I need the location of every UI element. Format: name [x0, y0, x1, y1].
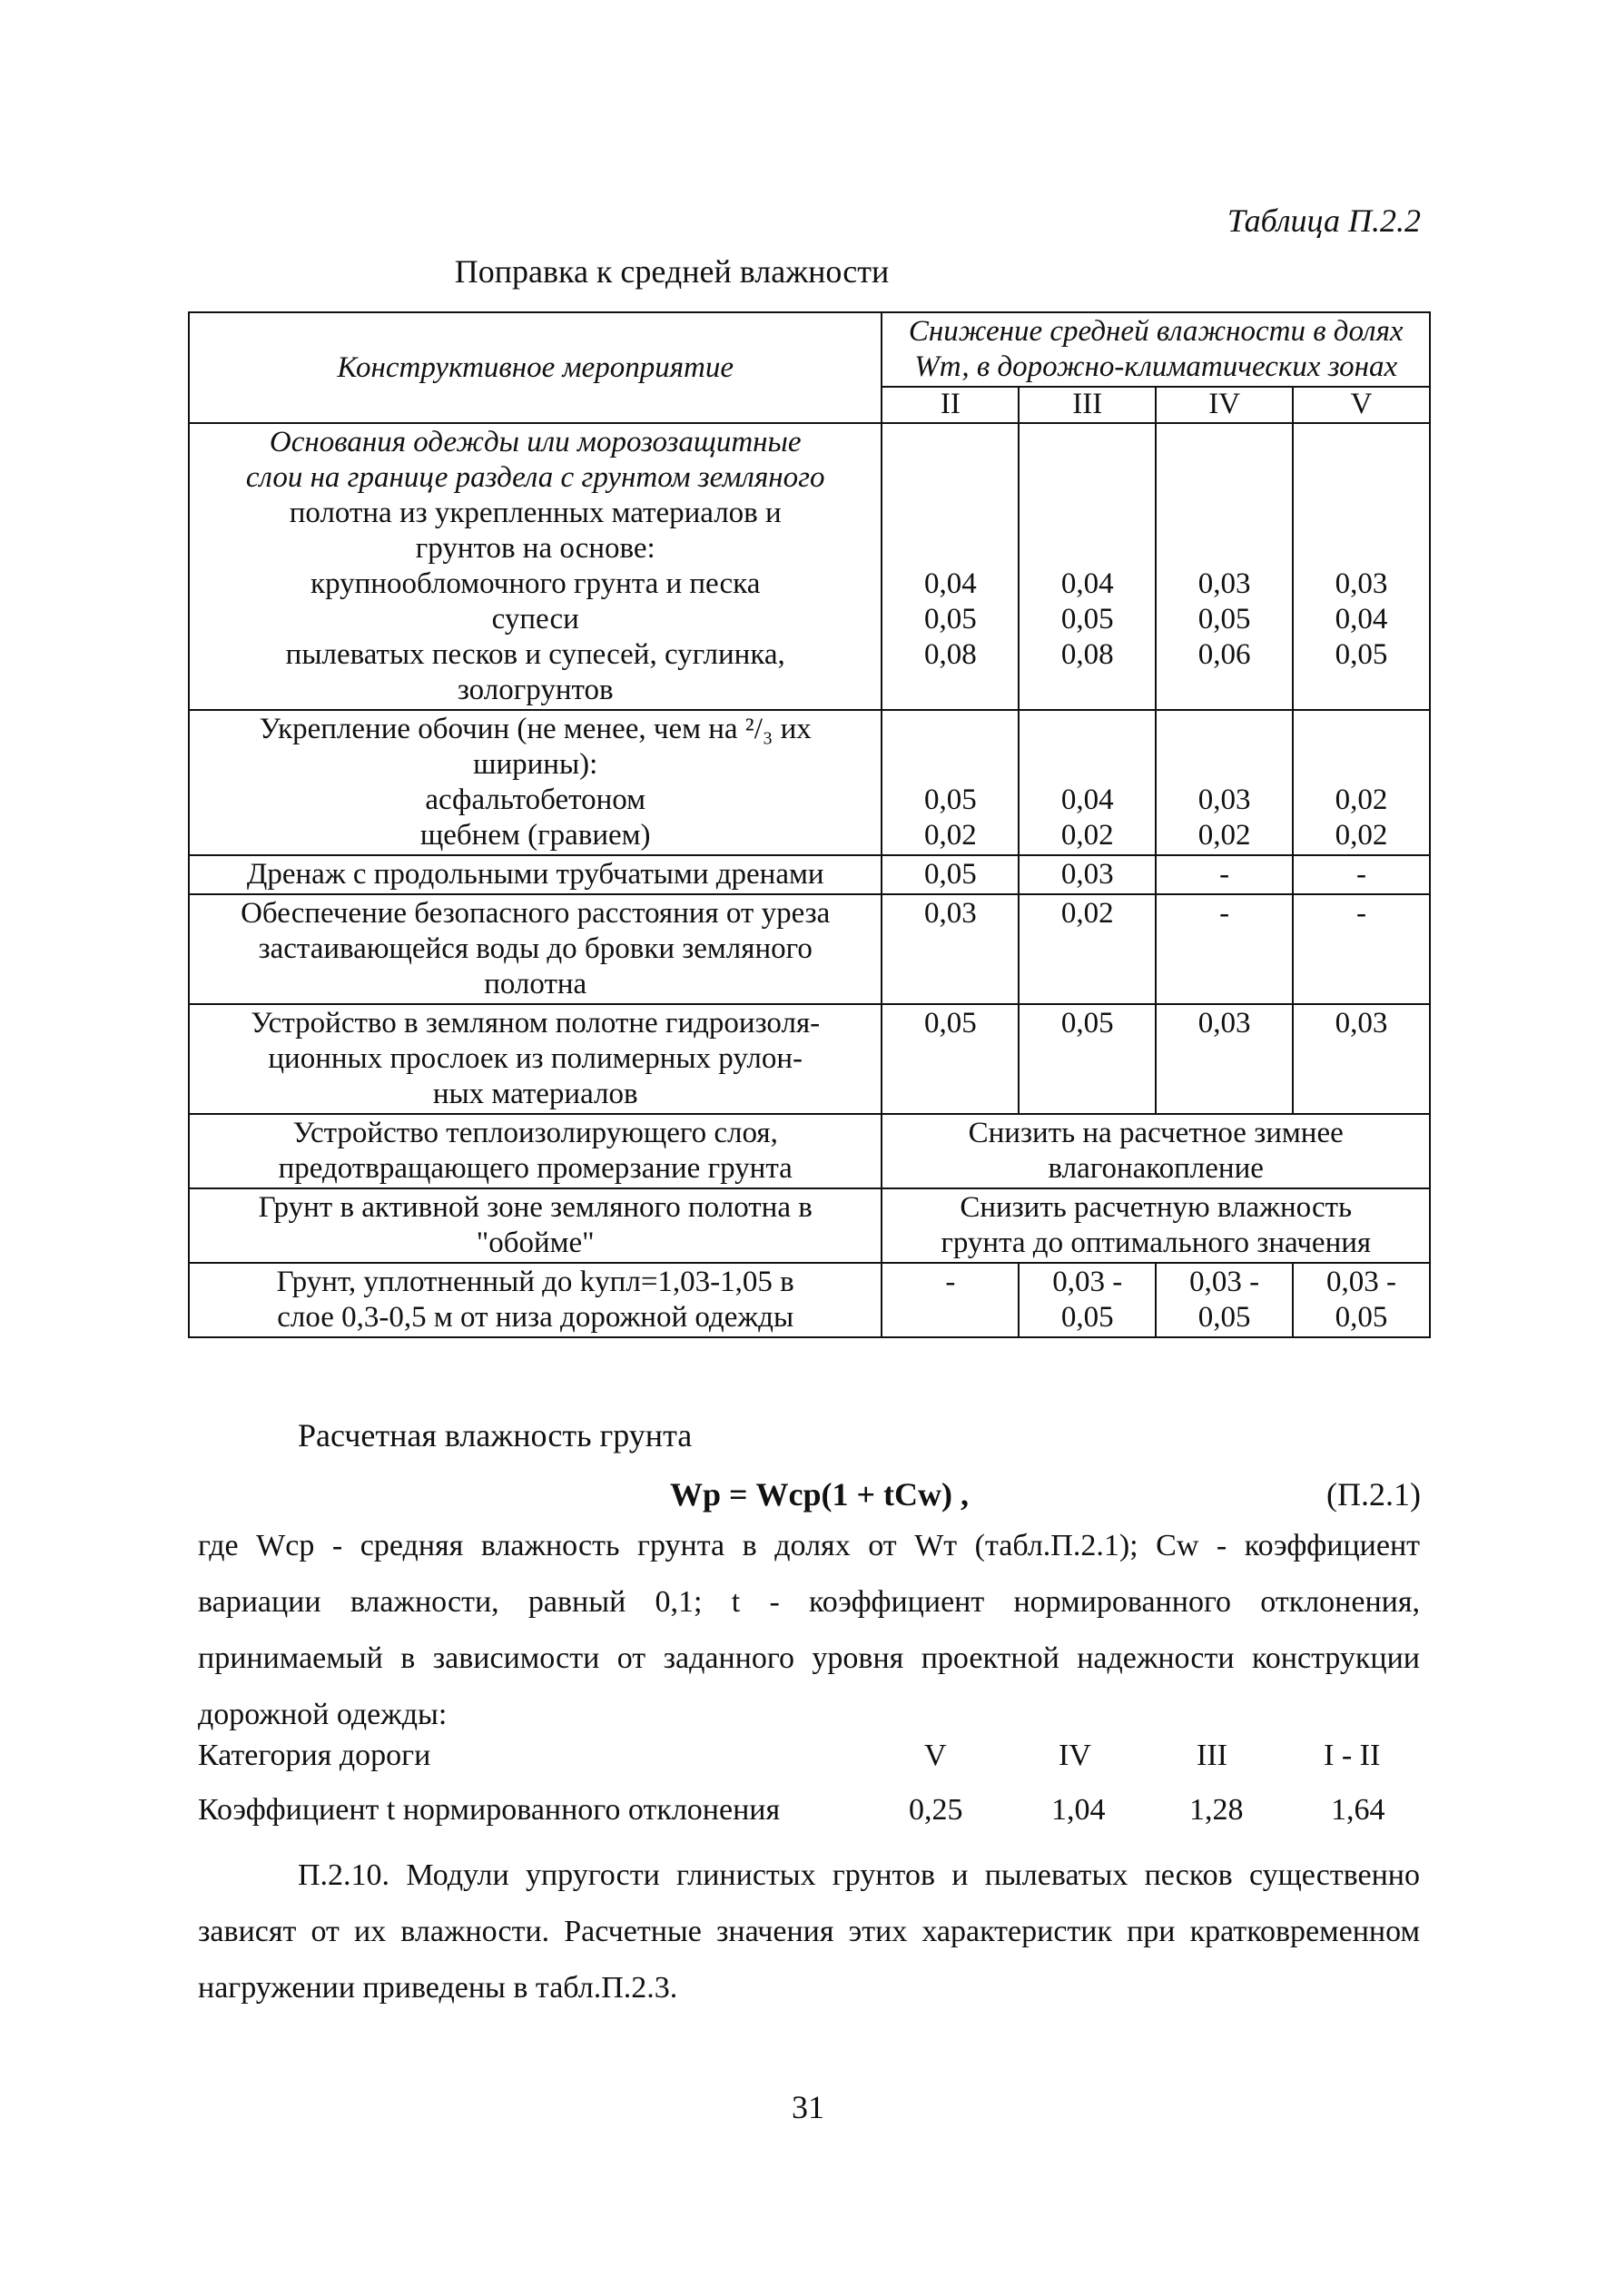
value: 0,02: [1335, 783, 1388, 816]
row-label-line: предотвращающего промерзание грунта: [278, 1152, 793, 1185]
row-label: [189, 1004, 882, 1114]
table-row: [189, 710, 1430, 855]
value: 0,05: [923, 783, 977, 816]
row-label: [189, 1188, 882, 1263]
table-title: Поправка к средней влажности: [454, 253, 890, 290]
merged-value-cell: [882, 1188, 1430, 1263]
value-cell: [1293, 710, 1430, 855]
row-label: [189, 710, 882, 855]
road-category-row: [198, 1739, 1420, 1784]
paragraph: П.2.10. Модули упругости глинистых грунтов и пылеватых песков существенно зависят от их влажности. Расчетные значения этих характеристик при кратковременном нагружении приведены в табл.П.2.3.: [198, 1858, 1420, 2005]
value: 0,05: [1060, 603, 1114, 636]
value-cell: -: [1293, 855, 1430, 894]
table-caption: Таблица П.2.2: [1227, 202, 1421, 239]
value-cell: [1019, 423, 1156, 710]
coefficient-value: 0,25: [909, 1793, 963, 1827]
coefficient-value: 1,04: [1051, 1793, 1106, 1827]
table-row: [189, 423, 1430, 710]
row-label-line: "обойме": [476, 1227, 595, 1259]
sub-label: пылеватых песков и супесей, суглинка,: [285, 638, 785, 671]
road-category-value: I - II: [1324, 1739, 1381, 1772]
row-label: [189, 894, 882, 1004]
coefficient-label: Коэффициент t нормированного отклонения: [198, 1793, 781, 1827]
value-cell: 0,03: [1293, 1004, 1430, 1114]
row-label-line: Обеспечение безопасного расстояния от уреза: [241, 897, 831, 930]
column-header-group: Снижение средней влажности в долях Wт, в дорожно-климатических зонах: [882, 312, 1430, 387]
sub-label: щебнем (гравием): [419, 819, 651, 852]
merged-value-cell: [882, 1114, 1430, 1188]
row-label-line: Основания одежды или морозозащитные: [269, 426, 802, 458]
zone-header: II: [882, 387, 1019, 423]
value-cell: 0,05: [882, 1004, 1019, 1114]
value: 0,03: [1197, 783, 1251, 816]
value: 0,02: [1060, 819, 1114, 852]
sub-label: асфальтобетоном: [425, 783, 646, 816]
row-label-line: полотна из укрепленных материалов и: [289, 497, 782, 529]
row-label-line: грунтов на основе:: [415, 532, 655, 565]
row-label-line: полотна: [484, 968, 587, 1000]
table-row: [189, 894, 1430, 1004]
value-cell: -: [882, 1263, 1019, 1337]
merged-value-line: Снизить на расчетное зимнее: [968, 1117, 1344, 1149]
value-cell: 0,05: [882, 855, 1019, 894]
value-cell: 0,03 - 0,05: [1156, 1263, 1293, 1337]
value: 0,04: [1335, 603, 1388, 636]
zone-header: III: [1019, 387, 1156, 423]
value-cell: 0,03: [882, 894, 1019, 1004]
row-label-line: застаивающейся воды до бровки земляного: [258, 932, 813, 965]
row-label-line: слои на границе раздела с грунтом земляного: [245, 461, 825, 494]
correction-table: [188, 311, 1431, 1338]
value-cell: [1293, 423, 1430, 710]
coefficient-value: 1,28: [1189, 1793, 1244, 1827]
row-label-line: Грунт в активной зоне земляного полотна в: [258, 1191, 813, 1224]
zone-header: V: [1293, 387, 1430, 423]
row-label: [189, 1263, 882, 1337]
paragraph: где Wср - средняя влажность грунта в долях от Wт (табл.П.2.1); Cw - коэффициент вариации влажности, равный 0,1; t - коэффициент нормированного отклонения, принимаемый в зависимости от заданного уровня проектной надежности конструкции дорожной одежды:: [198, 1529, 1420, 1731]
formula-number: (П.2.1): [1326, 1476, 1421, 1513]
value: 0,02: [1335, 819, 1388, 852]
formula-lead: Расчетная влажность грунта: [298, 1417, 693, 1453]
coefficient-row: [198, 1793, 1420, 1838]
row-label-line: слое 0,3-0,5 м от низа дорожной одежды: [277, 1301, 794, 1334]
sub-label: супеси: [491, 603, 579, 636]
table-row: [189, 1263, 1430, 1337]
row-label-line: Укрепление обочин (не менее, чем на ²/₃ их: [259, 713, 812, 745]
table-row: [189, 1004, 1430, 1114]
row-label-line: ционных прослоек из полимерных рулон-: [268, 1042, 803, 1075]
value: 0,02: [1197, 819, 1251, 852]
row-label-line: Грунт, уплотненный до kупл=1,03-1,05 в: [276, 1266, 794, 1298]
value-cell: -: [1156, 894, 1293, 1004]
value-cell: -: [1156, 855, 1293, 894]
merged-value-line: грунта до оптимального значения: [941, 1227, 1372, 1259]
value-cell: [882, 423, 1019, 710]
road-category-value: V: [924, 1739, 947, 1772]
value-cell: 0,05: [1019, 1004, 1156, 1114]
row-label: [189, 423, 882, 710]
value-cell: [1156, 710, 1293, 855]
value: 0,08: [1060, 638, 1114, 671]
page-number: 31: [792, 2089, 824, 2125]
value: 0,04: [923, 567, 977, 600]
row-label: [189, 855, 882, 894]
road-category-value: IV: [1059, 1739, 1091, 1772]
merged-value-line: Снизить расчетную влажность: [960, 1191, 1353, 1224]
value: 0,05: [1335, 638, 1388, 671]
value-cell: 0,03: [1019, 855, 1156, 894]
value-cell: -: [1293, 894, 1430, 1004]
value: 0,05: [1197, 603, 1251, 636]
sub-label: крупнообломочного грунта и песка: [310, 567, 761, 600]
formula: Wр = Wср(1 + tCw) ,: [670, 1476, 970, 1513]
value: 0,04: [1060, 567, 1114, 600]
zone-header: IV: [1156, 387, 1293, 423]
value: 0,03: [1197, 567, 1251, 600]
column-header-measure: Конструктивное мероприятие: [189, 312, 882, 423]
row-label-line: ных материалов: [432, 1078, 638, 1110]
value-cell: 0,03 - 0,05: [1293, 1263, 1430, 1337]
merged-value-line: влагонакопление: [1048, 1152, 1264, 1185]
sub-label: зологрунтов: [457, 674, 614, 706]
value: 0,02: [923, 819, 977, 852]
table-row: [189, 1114, 1430, 1188]
road-category-label: Категория дороги: [198, 1739, 431, 1772]
row-label-line: ширины):: [473, 748, 598, 781]
value: 0,03: [1335, 567, 1388, 600]
value: 0,06: [1197, 638, 1251, 671]
value: 0,08: [923, 638, 977, 671]
value-cell: 0,02: [1019, 894, 1156, 1004]
row-label-line: Устройство в земляном полотне гидроизоля-: [251, 1007, 821, 1040]
value-cell: [1019, 710, 1156, 855]
coefficient-value: 1,64: [1331, 1793, 1385, 1827]
road-category-value: III: [1197, 1739, 1227, 1772]
row-label-line: Устройство теплоизолирующего слоя,: [292, 1117, 778, 1149]
row-label: [189, 1114, 882, 1188]
value: 0,04: [1060, 783, 1114, 816]
value-cell: [1156, 423, 1293, 710]
value-cell: [882, 710, 1019, 855]
row-label-line: Дренаж с продольными трубчатыми дренами: [246, 858, 824, 891]
value-cell: 0,03 - 0,05: [1019, 1263, 1156, 1337]
table-row: [189, 1188, 1430, 1263]
table-row: [189, 855, 1430, 894]
value: 0,05: [923, 603, 977, 636]
value-cell: 0,03: [1156, 1004, 1293, 1114]
